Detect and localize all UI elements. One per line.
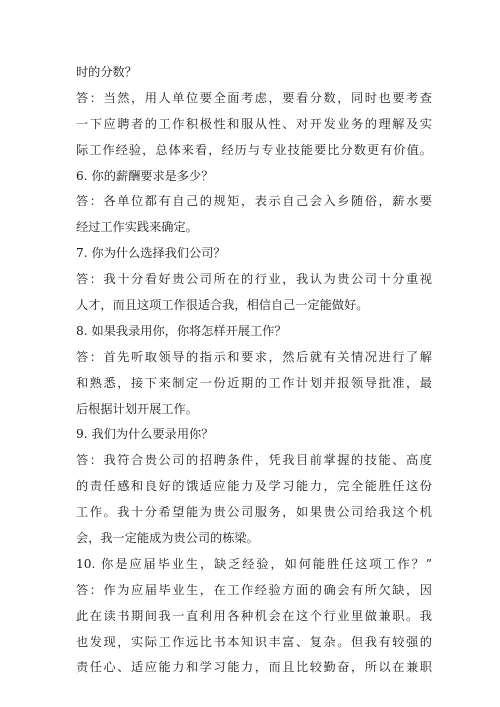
text-line: 9. 我们为什么要录用你？	[76, 427, 214, 442]
text-line: 8. 如果我录用你，你将怎样开展工作？	[76, 323, 287, 338]
text-line: 工作。我十分希望能为贵公司服务，如果贵公司给我这个机	[76, 505, 432, 520]
document-page	[76, 60, 432, 681]
text-line: 会，我一定能成为贵公司的栋梁。	[76, 531, 259, 546]
text-line: 6. 你的薪酬要求是多少？	[76, 168, 214, 183]
text-line: 10. 你是应届毕业生，缺乏经验，如何能胜任这项工作？”	[76, 556, 432, 571]
text-line: 后根据计划开展工作。	[76, 401, 198, 416]
text-line: 答：我十分看好贵公司所在的行业，我认为贵公司十分重视	[76, 272, 432, 287]
text-line: 人才，而且这项工作很适合我，相信自己一定能做好。	[76, 298, 369, 313]
text-line: 此在读书期间我一直利用各种机会在这个行业里做兼职。我	[76, 608, 432, 623]
text-line: 答：作为应届毕业生，在工作经验方面的确会有所欠缺，因	[76, 582, 432, 597]
text-line: 时的分数？	[76, 65, 137, 79]
text-line: 责任心、适应能力和学习能力，而且比较勤奋，所以在兼职	[76, 660, 432, 675]
text-line: 也发现，实际工作远比书本知识丰富、复杂。但我有较强的	[76, 634, 432, 649]
text-line: 答：首先听取领导的指示和要求，然后就有关情况进行了解	[76, 349, 432, 364]
text-line: 的责任感和良好的饿适应能力及学习能力，完全能胜任这份	[76, 479, 432, 494]
text-line: 际工作经验，总体来看，经历与专业技能要比分数更有价值。	[76, 142, 432, 157]
text-line: 一下应聘者的工作积极性和服从性、对开发业务的理解及实	[76, 116, 432, 131]
text-line: 答：当然，用人单位要全面考虑，要看分数，同时也要考查	[76, 90, 432, 105]
text-line: 答：各单位都有自己的规矩，表示自己会入乡随俗，薪水要	[76, 194, 432, 209]
text-line: 和熟悉，接下来制定一份近期的工作计划并报领导批准，最	[76, 375, 432, 390]
text-line: 7. 你为什么选择我们公司？	[76, 246, 226, 261]
text-line: 经过工作实践来确定。	[76, 220, 198, 235]
text-line: 答：我符合贵公司的招聘条件，凭我目前掌握的技能、高度	[76, 453, 432, 468]
